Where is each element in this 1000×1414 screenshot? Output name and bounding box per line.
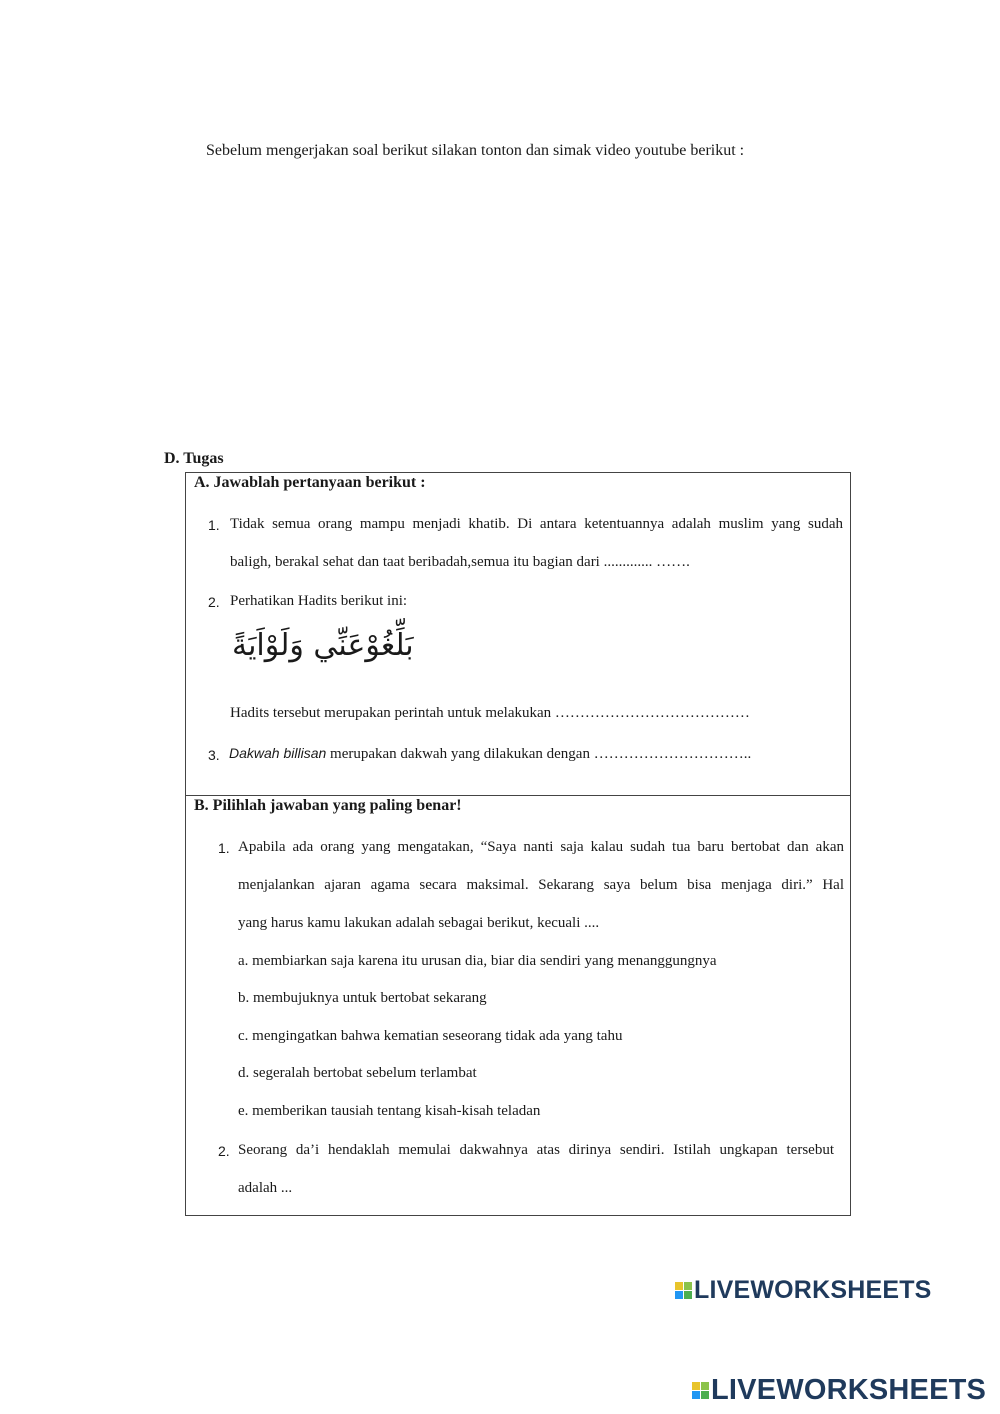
a-q2-line2: Hadits tersebut merupakan perintah untuk melakukan ………………………………… [230, 705, 750, 721]
a-q1-number: 1. [208, 517, 220, 533]
liveworksheets-watermark [675, 1276, 932, 1305]
b-q1-line1: Apabila ada orang yang mengatakan, “Saya nanti saja kalau sudah tua baru bertobat dan akan [238, 839, 844, 855]
section-title: D. Tugas [164, 450, 224, 467]
a-q3-rest: merupakan dakwah yang dilakukan dengan ………………………….. [326, 746, 752, 762]
part-a-heading: A. Jawablah pertanyaan berikut : [194, 474, 426, 491]
part-b-heading: B. Pilihlah jawaban yang paling benar! [194, 797, 462, 814]
intro-text: Sebelum mengerjakan soal berikut silakan tonton dan simak video youtube berikut : [206, 142, 745, 159]
section-divider [185, 795, 851, 796]
a-q1-line1: Tidak semua orang mampu menjadi khatib. Di antara ketentuannya adalah muslim yang sudah [230, 516, 843, 532]
liveworksheets-footer [692, 1374, 986, 1407]
option-b: b. membujuknya untuk bertobat sekarang [238, 990, 487, 1006]
b-q1-line2: menjalankan ajaran agama secara maksimal. Sekarang saya belum bisa menjaga diri.” Hal [238, 877, 844, 893]
footer-watermark-text: LIVEWORKSHEETS [711, 1374, 987, 1406]
option-a: a. membiarkan saja karena itu urusan dia, biar dia sendiri yang menanggungnya [238, 953, 717, 969]
liveworksheets-logo-icon [675, 1282, 692, 1299]
b-q1-line3: yang harus kamu lakukan adalah sebagai berikut, kecuali .... [238, 915, 600, 931]
b-q1-number: 1. [218, 840, 230, 856]
a-q1-line2: baligh, berakal sehat dan taat beribadah,semua itu bagian dari ............. ……. [230, 554, 690, 570]
a-q2-number: 2. [208, 594, 220, 610]
watermark-text: LIVEWORKSHEETS [694, 1276, 932, 1304]
a-q3-text [229, 745, 751, 763]
option-d: d. segeralah bertobat sebelum terlambat [238, 1065, 477, 1081]
liveworksheets-logo-icon [692, 1382, 709, 1399]
option-e: e. memberikan tausiah tentang kisah-kisah teladan [238, 1103, 541, 1119]
a-q3-number: 3. [208, 747, 220, 763]
b-q2-line2: adalah ... [238, 1180, 293, 1196]
b-q2-line1: Seorang da’i hendaklah memulai dakwahnya atas dirinya sendiri. Istilah ungkapan tersebut [238, 1142, 834, 1158]
option-c: c. mengingatkan bahwa kematian seseorang tidak ada yang tahu [238, 1028, 623, 1044]
a-q3-term: Dakwah billisan [229, 745, 327, 761]
hadith-arabic-text: بَلِّغُوْعَنِّي وَلَوْاَيَةً [232, 628, 414, 663]
a-q2-line1: Perhatikan Hadits berikut ini: [230, 593, 408, 609]
b-q2-number: 2. [218, 1143, 230, 1159]
